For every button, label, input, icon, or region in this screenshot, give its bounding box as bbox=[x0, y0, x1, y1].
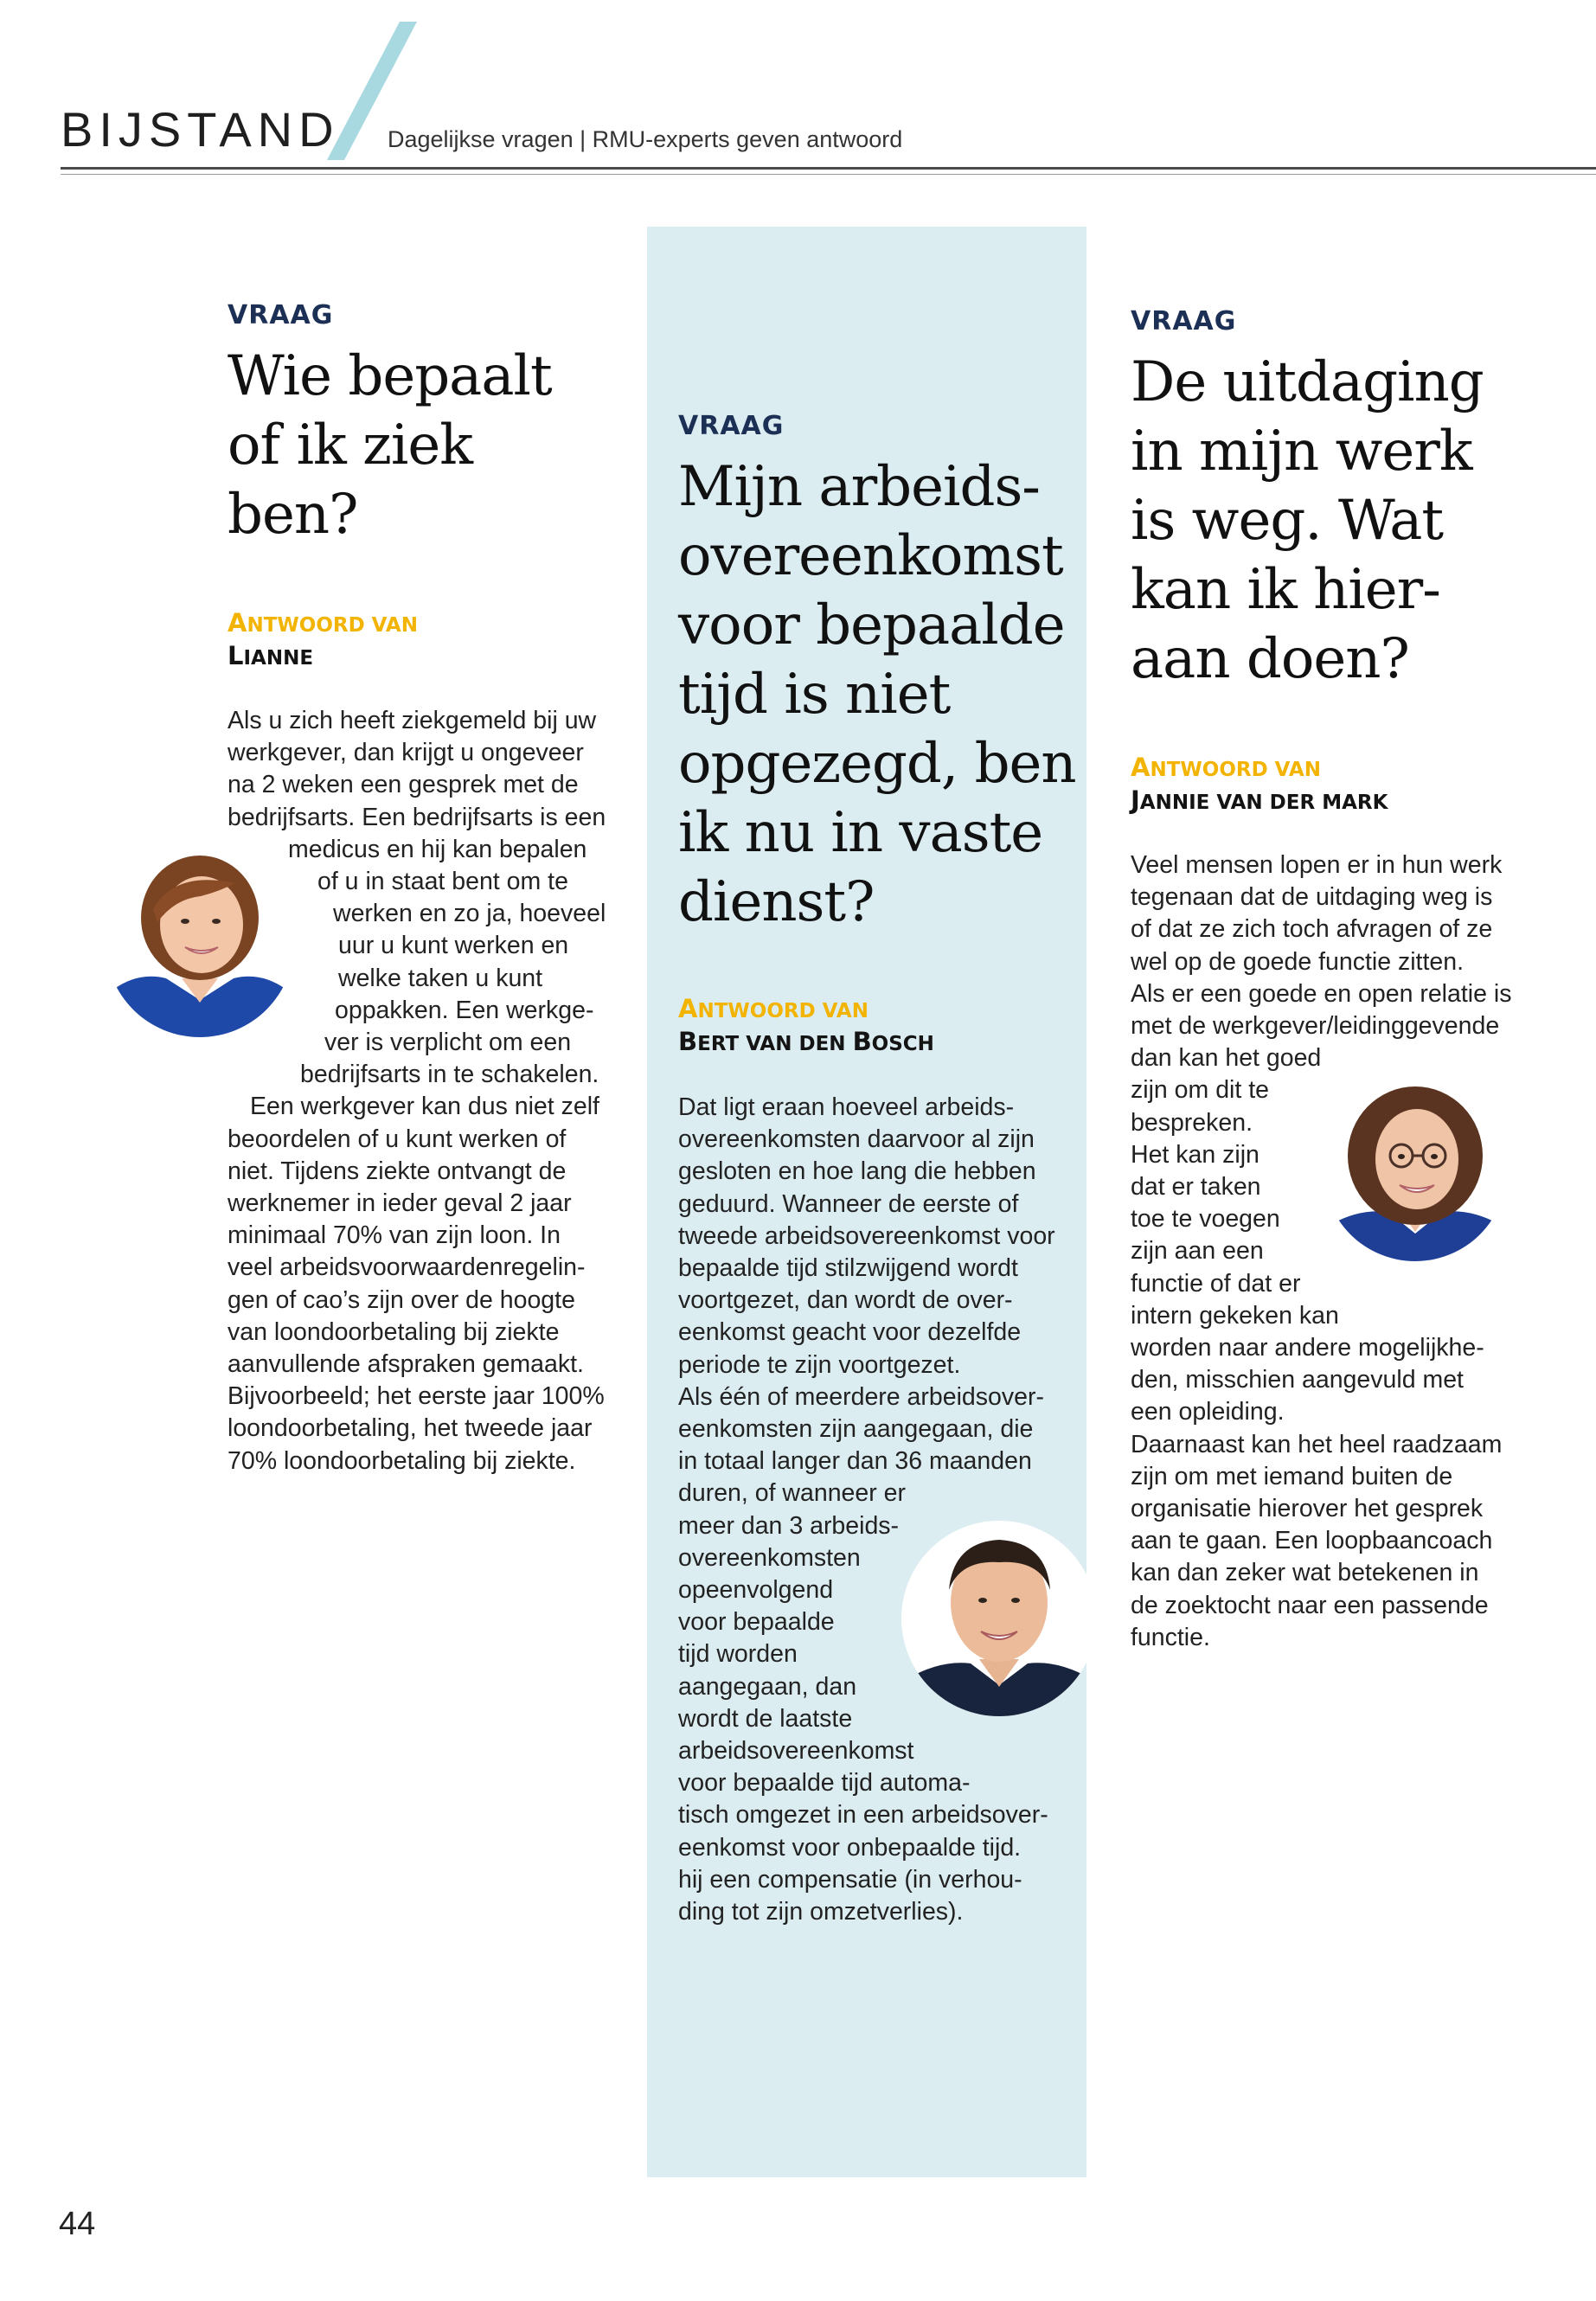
answer-name: LIANNE bbox=[228, 641, 314, 670]
section-title: BIJSTAND bbox=[61, 102, 340, 157]
answer-body: Als u zich heeft ziekgemeld bij uw werkgever, dan krijgt u ongeveer na 2 weken een gesprek met de bedrijfsarts. Een bedrijfsarts is een medicus en hij kan bepalen of u in staat bent om te werken en zo ja, hoeveel uur u kunt werken en welke taken u kunt oppakken. Een werkge- ver is verplicht om een bedrijfsarts in te schakelen. Een werkgever kan dus niet zelf beoordelen of u kunt werken of niet. Tijdens ziekte ontvangt de werknemer in ieder geval 2 jaar minimaal 70% van zijn loon. In veel arbeidsvoorwaardenregelin- gen of cao’s zijn over de hoogte van loondoorbetaling bij ziekte aanvullende afspraken gemaakt. Bijvoorbeeld; het eerste jaar 100% loondoorbetaling, het tweede jaar 70% loondoorbetaling bij ziekte. bbox=[228, 707, 606, 1475]
header-rule bbox=[61, 167, 1596, 170]
answer-label: ANTWOORD VAN bbox=[228, 608, 418, 638]
page-number: 44 bbox=[59, 2206, 96, 2242]
portrait-photo bbox=[1324, 1078, 1507, 1261]
answer-body: Dat ligt eraan hoeveel arbeids- overeenkomsten daarvoor al zijn gesloten en hoe lang die hebben geduurd. Wanneer de eerste of tweede arbeidsovereenkomst voor bepaalde tijd stilzwijgend wordt voortgezet, dan wordt de over- eenkomst geacht voor dezelfde periode te zijn voortgezet. Als één of meerdere arbeidsover- eenkomsten zijn aangegaan, die in totaal langer dan 36 maanden duren, of wanneer er meer dan 3 arbeids- overeenkomsten opeenvolgend voor bepaalde tijd worden aangegaan, dan wordt de laatste arbeidsovereenkomst voor bepaalde tijd automa- tisch omgezet in een arbeidsover- eenkomst voor onbepaalde tijd. hij een compensatie (in verhou- ding tot zijn omzetverlies). bbox=[678, 1093, 1055, 1926]
question-label: VRAAG bbox=[1131, 306, 1237, 336]
question-title: Mijn arbeids- overeenkomst voor bepaalde tijd is niet opgezegd, ben ik nu in vaste dienst? bbox=[678, 455, 1076, 934]
answer-name: BERT VAN DEN BOSCH bbox=[678, 1027, 934, 1056]
answer-label: ANTWOORD VAN bbox=[678, 994, 869, 1023]
question-label: VRAAG bbox=[678, 411, 785, 441]
answer-label: ANTWOORD VAN bbox=[1131, 753, 1321, 782]
question-title: De uitdaging in mijn werk is weg. Wat kan ik hier- aan doen? bbox=[1131, 350, 1484, 691]
header-subtitle: Dagelijkse vragen | RMU-experts geven antwoord bbox=[388, 126, 903, 152]
portrait-photo bbox=[106, 849, 294, 1037]
answer-body: Veel mensen lopen er in hun werk tegenaan dat de uitdaging weg is of dat ze zich toch afvragen of ze wel op de goede functie zitten. Als er een goede en open relatie is met de werkgever/leidinggevende dan kan het goed zijn om dit te bespreken. Het kan zijn dat er taken toe te voegen zijn aan een functie of dat er intern gekeken kan worden naar andere mogelijkhe- den, misschien aangevuld met een opleiding. Daarnaast kan het heel raadzaam zijn om met iemand buiten de organisatie hierover het gesprek aan te gaan. Een loopbaancoach kan dan zeker wat betekenen in de zoektocht naar een passende functie. bbox=[1131, 851, 1512, 1651]
question-label: VRAAG bbox=[228, 300, 334, 330]
header-rule-thin bbox=[61, 174, 1596, 175]
question-title: Wie bepaalt of ik ziek ben? bbox=[228, 344, 552, 547]
answer-name: JANNIE VAN DER MARK bbox=[1131, 785, 1388, 815]
portrait-photo bbox=[901, 1521, 1097, 1716]
